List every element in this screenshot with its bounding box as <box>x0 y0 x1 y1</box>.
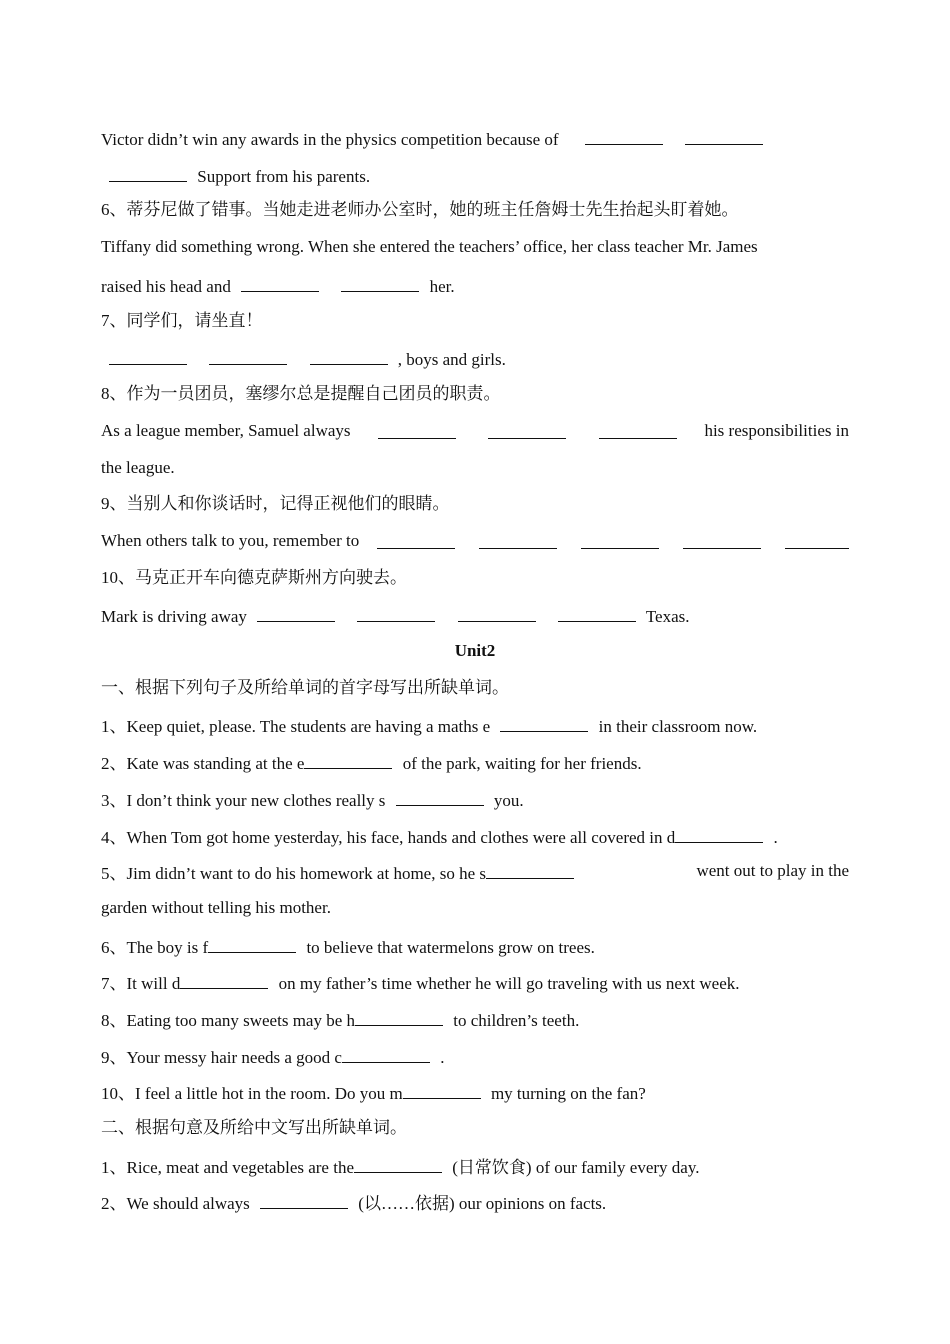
item-text-pre: 9、Your messy hair needs a good c <box>101 1048 342 1067</box>
answer-blank[interactable] <box>486 860 574 879</box>
answer-blank[interactable] <box>310 346 388 365</box>
answer-blank[interactable] <box>354 1154 442 1173</box>
item-text-post: went out to play in the <box>696 861 849 880</box>
item-text-pre: 2、Kate was standing at the e <box>101 754 305 773</box>
item-text-post: you. <box>493 791 524 810</box>
q6-text-post: her. <box>429 277 455 296</box>
unit2-item-3 <box>101 787 849 812</box>
q9-english <box>101 530 849 552</box>
item-text-post: my turning on the fan? <box>490 1084 646 1103</box>
item-text-pre: 10、I feel a little hot in the room. Do you m <box>101 1084 403 1103</box>
q6-english-line-1 <box>101 236 849 258</box>
item-text-pre: 2、We should always <box>101 1194 250 1213</box>
item-text-pre: 6、The boy is f <box>101 938 209 957</box>
q10-text-post: Texas. <box>645 607 690 626</box>
unit2-item-5 <box>101 860 849 885</box>
answer-blank[interactable] <box>355 1007 443 1026</box>
q6-text-pre: raised his head and <box>101 277 231 296</box>
answer-blank[interactable] <box>109 163 187 182</box>
answer-blank[interactable] <box>599 420 677 439</box>
answer-blank[interactable] <box>357 603 435 622</box>
q8-english-line-2: the league. <box>101 458 175 477</box>
q9-chinese: 9、当别人和你谈话时，记得正视他们的眼睛。 <box>101 494 450 513</box>
answer-blank[interactable] <box>785 530 849 549</box>
q6-chinese: 6、蒂芬尼做了错事。当她走进老师办公室时，她的班主任詹姆士先生抬起头盯着她。 <box>101 200 739 219</box>
item-text-post: (以……依据) our opinions on facts. <box>358 1194 607 1213</box>
q7-english <box>101 346 849 371</box>
section-heading-2: 二、根据句意及所给中文写出所缺单词。 <box>101 1118 407 1137</box>
unit2-item-2 <box>101 750 849 775</box>
answer-blank[interactable] <box>260 1190 348 1209</box>
answer-blank[interactable] <box>479 530 557 549</box>
unit-title: Unit2 <box>454 641 496 660</box>
answer-blank[interactable] <box>396 787 484 806</box>
q8-english-line-1 <box>101 420 849 442</box>
q8-text-pre: As a league member, Samuel always <box>101 421 351 440</box>
answer-blank[interactable] <box>683 530 761 549</box>
section-heading-1: 一、根据下列句子及所给单词的首字母写出所缺单词。 <box>101 678 509 697</box>
q9-text: When others talk to you, remember to <box>101 531 360 550</box>
answer-blank[interactable] <box>488 420 566 439</box>
unit2-item-10 <box>101 1080 849 1105</box>
q5-text-cont: Support from his parents. <box>197 167 371 186</box>
answer-blank[interactable] <box>241 273 319 292</box>
answer-blank[interactable] <box>109 346 187 365</box>
answer-blank[interactable] <box>378 420 456 439</box>
answer-blank[interactable] <box>341 273 419 292</box>
q5-text: Victor didn’t win any awards in the physics competition because of <box>101 130 559 149</box>
item-text-pre: 4、When Tom got home yesterday, his face, hands and clothes were all covered in d <box>101 828 676 847</box>
unit2-part2-item-1 <box>101 1154 849 1179</box>
q5-english-line-2 <box>101 163 849 188</box>
item-text-post: on my father’s time whether he will go traveling with us next week. <box>278 974 740 993</box>
item-text-post: of the park, waiting for her friends. <box>402 754 642 773</box>
item-text-post: in their classroom now. <box>598 717 758 736</box>
item-text-pre: 8、Eating too many sweets may be h <box>101 1011 356 1030</box>
q10-text-pre: Mark is driving away <box>101 607 247 626</box>
q6-text: Tiffany did something wrong. When she entered the teachers’ office, her class teacher Mr. James <box>101 237 758 256</box>
item-text-post: to children’s teeth. <box>453 1011 580 1030</box>
item-text-post: . <box>440 1048 445 1067</box>
q6-english-line-2 <box>101 273 849 298</box>
answer-blank[interactable] <box>581 530 659 549</box>
answer-blank[interactable] <box>558 603 636 622</box>
answer-blank[interactable] <box>685 126 763 145</box>
answer-blank[interactable] <box>675 824 763 843</box>
item-text-pre: 1、Keep quiet, please. The students are having a maths e <box>101 717 491 736</box>
q7-chinese: 7、同学们，请坐直！ <box>101 311 263 330</box>
answer-blank[interactable] <box>180 970 268 989</box>
item-text-pre: 7、It will d <box>101 974 181 993</box>
answer-blank[interactable] <box>377 530 455 549</box>
unit2-item-6 <box>101 934 849 959</box>
q5-english-line-1 <box>101 126 849 151</box>
unit2-item-8 <box>101 1007 849 1032</box>
q10-chinese: 10、马克正开车向德克萨斯州方向驶去。 <box>101 568 407 587</box>
item-text-pre: 5、Jim didn’t want to do his homework at home, so he s <box>101 864 486 883</box>
unit2-item-1 <box>101 713 849 738</box>
answer-blank[interactable] <box>304 750 392 769</box>
item-text-post: (日常饮食) of our family every day. <box>452 1158 700 1177</box>
item-text-pre: 3、I don’t think your new clothes really s <box>101 791 386 810</box>
answer-blank[interactable] <box>585 126 663 145</box>
q8-text-post: his responsibilities in <box>704 421 849 440</box>
q10-english <box>101 603 849 628</box>
item-text-post: . <box>773 828 778 847</box>
unit2-item-9 <box>101 1044 849 1069</box>
q7-text: , boys and girls. <box>397 350 506 369</box>
item-text-post: to believe that watermelons grow on trees. <box>306 938 595 957</box>
q8-chinese: 8、作为一员团员，塞缪尔总是提醒自己团员的职责。 <box>101 384 501 403</box>
answer-blank[interactable] <box>209 346 287 365</box>
unit2-part2-item-2 <box>101 1190 849 1215</box>
unit2-item-7 <box>101 970 849 995</box>
unit2-item-5-cont: garden without telling his mother. <box>101 898 331 917</box>
item-text-pre: 1、Rice, meat and vegetables are the <box>101 1158 354 1177</box>
answer-blank[interactable] <box>403 1080 481 1099</box>
answer-blank[interactable] <box>257 603 335 622</box>
answer-blank[interactable] <box>208 934 296 953</box>
answer-blank[interactable] <box>500 713 588 732</box>
answer-blank[interactable] <box>458 603 536 622</box>
unit2-item-4 <box>101 824 849 849</box>
answer-blank[interactable] <box>342 1044 430 1063</box>
